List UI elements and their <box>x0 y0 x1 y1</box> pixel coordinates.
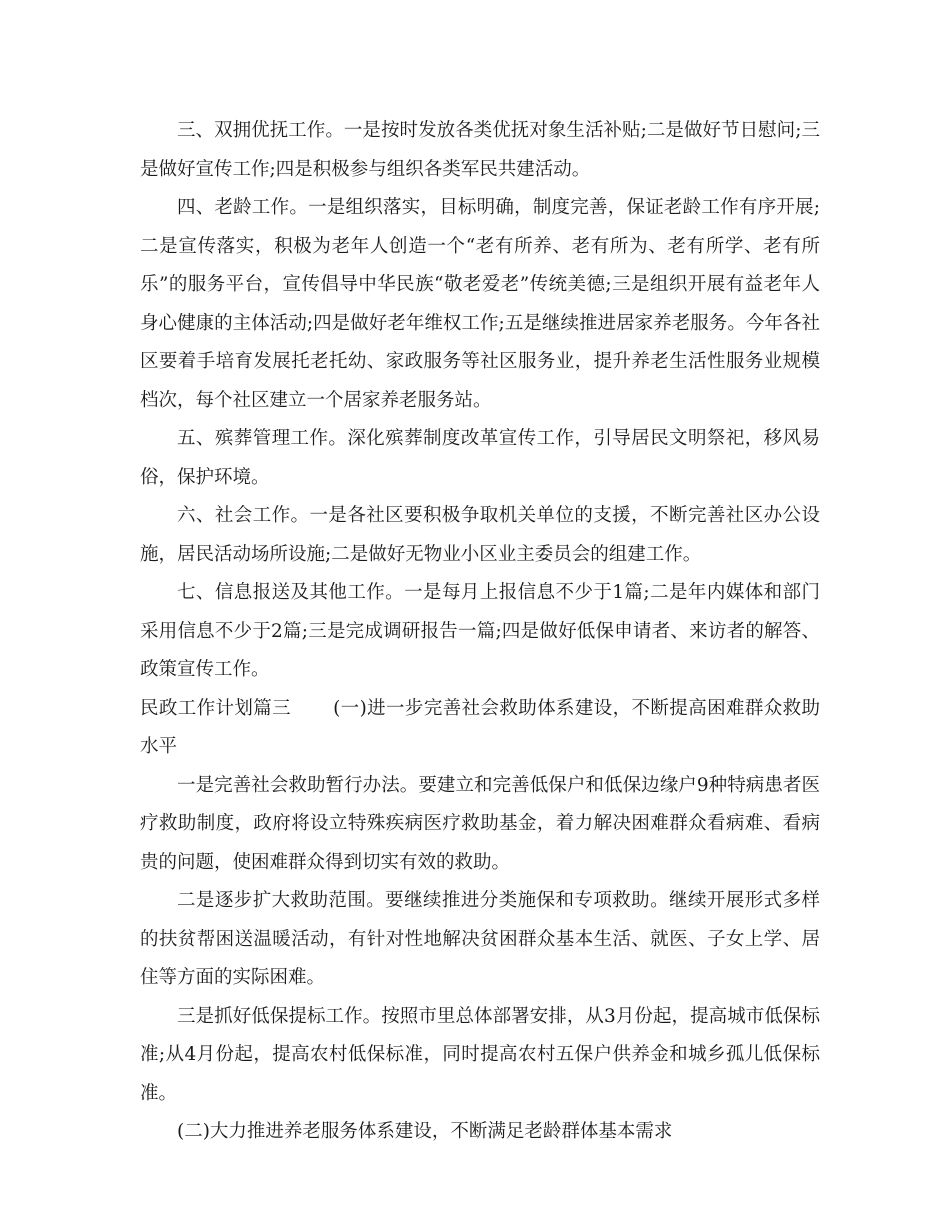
paragraph-funeral-management: 五、殡葬管理工作。深化殡葬制度改革宣传工作，引导居民文明祭祀，移风易俗，保护环境。 <box>140 428 820 488</box>
section-heading-line <box>140 690 820 767</box>
document-body <box>140 112 820 1152</box>
paragraph-expand-relief: 二是逐步扩大救助范围。要继续推进分类施保和专项救助。继续开展形式多样的扶贫帮困送温暖活动，有针对性地解决贫困群众基本生活、就医、子女上学、居住等方面的实际困难。 <box>140 890 820 988</box>
paragraph-social-work: 六、社会工作。一是各社区要积极争取机关单位的支援，不断完善社区办公设施，居民活动场所设施;二是做好无物业小区业主委员会的组建工作。 <box>140 505 820 565</box>
paragraph-raise-standard: 三是抓好低保提标工作。按照市里总体部署安排，从3月份起，提高城市低保标准;从4月份起，提高农村低保标准，同时提高农村五保户供养金和城乡孤儿低保标准。 <box>140 1005 820 1104</box>
paragraph-elderly-work: 四、老龄工作。一是组织落实，目标明确，制度完善，保证老龄工作有序开展;二是宣传落实，积极为老年人创造一个“老有所养、老有所为、老有所学、老有所乐”的服务平台，宣传倡导中华民族“敬老爱老”传统美德;三是组织开展有益老年人身心健康的主体活动;四是做好老年维权工作;五是继续推进居家养老服务。今年各社区要着手培育发展托老托幼、家政服务等社区服务业，提升养老生活性服务业规模档次，每个社区建立一个居家养老服务站。 <box>140 197 820 411</box>
paragraph-information-reporting: 七、信息报送及其他工作。一是每月上报信息不少于1篇;二是年内媒体和部门采用信息不少于2篇;三是完成调研报告一篇;四是做好低保申请者、来访者的解答、政策宣传工作。 <box>140 582 820 680</box>
section-title: 民政工作计划篇三 <box>140 697 292 719</box>
paragraph-double-support: 三、双拥优抚工作。一是按时发放各类优抚对象生活补贴;二是做好节日慰问;三是做好宣传工作;四是积极参与组织各类军民共建活动。 <box>140 120 820 180</box>
paragraph-relief-measures: 一是完善社会救助暂行办法。要建立和完善低保户和低保边缘户9种特病患者医疗救助制度，政府将设立特殊疾病医疗救助基金，着力解决困难群众看病难、看病贵的问题，使困难群众得到切实有效的救助。 <box>140 774 820 873</box>
section-first-item: (一)进一步完善社会救助体系建设，不断提高困难群众救助水平 <box>140 697 820 757</box>
paragraph-elderly-services-heading: (二)大力推进养老服务体系建设，不断满足老龄群体基本需求 <box>177 1121 673 1142</box>
